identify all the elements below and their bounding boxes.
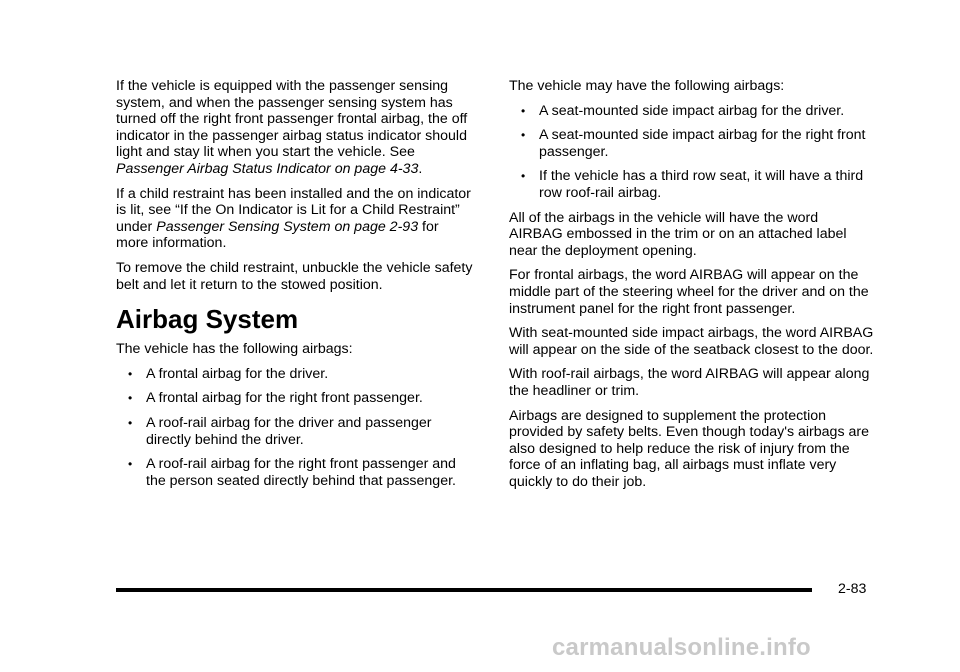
paragraph-text: If a child restraint has been installed and the on indicator is lit, see “If the On Indicator is Lit for a Child Restraint” under: [116, 185, 471, 235]
bullet-icon: •: [521, 169, 526, 184]
cross-reference-passenger-sensing-system[interactable]: Passenger Sensing System on page 2-93: [156, 218, 419, 235]
bullet-icon: •: [521, 103, 526, 118]
right-column: [509, 78, 874, 498]
paragraph-frontal-airbags: For frontal airbags, the word AIRBAG will appear on the middle part of the steering wheel for the driver and on the instrument panel for the right front passenger.: [509, 267, 869, 317]
airbag-list-intro: The vehicle has the following airbags:: [116, 341, 353, 358]
paragraph-side-impact-airbags: With seat-mounted side impact airbags, the word AIRBAG will appear on the side of the seatback closest to the door.: [509, 325, 874, 358]
list-item-text: If the vehicle has a third row seat, it will have a third row roof-rail airbag.: [539, 168, 864, 201]
list-item: [116, 390, 474, 407]
optional-airbag-list: [509, 103, 874, 202]
paragraph-text: for more information.: [116, 218, 439, 252]
list-item: [116, 366, 474, 383]
list-item-text: A frontal airbag for the driver.: [146, 365, 329, 382]
bullet-icon: •: [521, 128, 526, 143]
section-heading: Airbag System: [116, 304, 299, 335]
list-item: [509, 127, 874, 160]
paragraph-child-restraint: [116, 186, 474, 252]
bullet-icon: •: [128, 415, 133, 430]
paragraph-roof-rail-airbags: With roof-rail airbags, the word AIRBAG will appear along the headliner or trim.: [509, 366, 870, 399]
list-item: [116, 415, 474, 448]
paragraph-text: .: [418, 160, 423, 177]
paragraph-text: If the vehicle is equipped with the passenger sensing system, and when the passenger sensing system has turned off the right front passenger frontal airbag, the off indicator in the passenger airbag status indicator should light and stay lit when you start the vehicle. See: [116, 78, 468, 161]
bullet-icon: •: [128, 366, 133, 381]
optional-airbag-list-intro: The vehicle may have the following airbags:: [509, 78, 785, 94]
footer-rule: [116, 588, 812, 592]
paragraph-airbag-purpose: Airbags are designed to supplement the protection provided by safety belts. Even though today's airbags are also designed to help reduce the risk of injury from the force of an inflating bag, all airbags must inflate very quickly to do their job.: [509, 407, 869, 490]
list-item: [509, 168, 874, 201]
list-item-text: A roof-rail airbag for the right front passenger and the person seated directly behind that passenger.: [146, 456, 456, 489]
left-column: [116, 78, 474, 497]
list-item-text: A roof-rail airbag for the driver and passenger directly behind the driver.: [146, 414, 432, 448]
cross-reference-airbag-status-indicator[interactable]: Passenger Airbag Status Indicator on page 4-33: [116, 160, 419, 177]
watermark: carmanualsonline.info: [552, 634, 811, 661]
list-item-text: A frontal airbag for the right front passenger.: [146, 390, 423, 407]
bullet-icon: •: [128, 457, 133, 472]
paragraph-passenger-sensing: [116, 78, 474, 178]
list-item: [509, 103, 874, 120]
page-number: 2-83: [838, 581, 867, 597]
paragraph-remove-restraint: To remove the child restraint, unbuckle the vehicle safety belt and let it return to the stowed position.: [116, 259, 473, 293]
airbag-list: [116, 366, 474, 490]
list-item-text: A seat-mounted side impact airbag for the driver.: [539, 102, 845, 119]
paragraph-airbag-label: All of the airbags in the vehicle will have the word AIRBAG embossed in the trim or on an attached label near the deployment opening.: [509, 209, 847, 259]
bullet-icon: •: [128, 391, 133, 406]
list-item-text: A seat-mounted side impact airbag for the right front passenger.: [539, 127, 866, 160]
list-item: [116, 456, 474, 489]
